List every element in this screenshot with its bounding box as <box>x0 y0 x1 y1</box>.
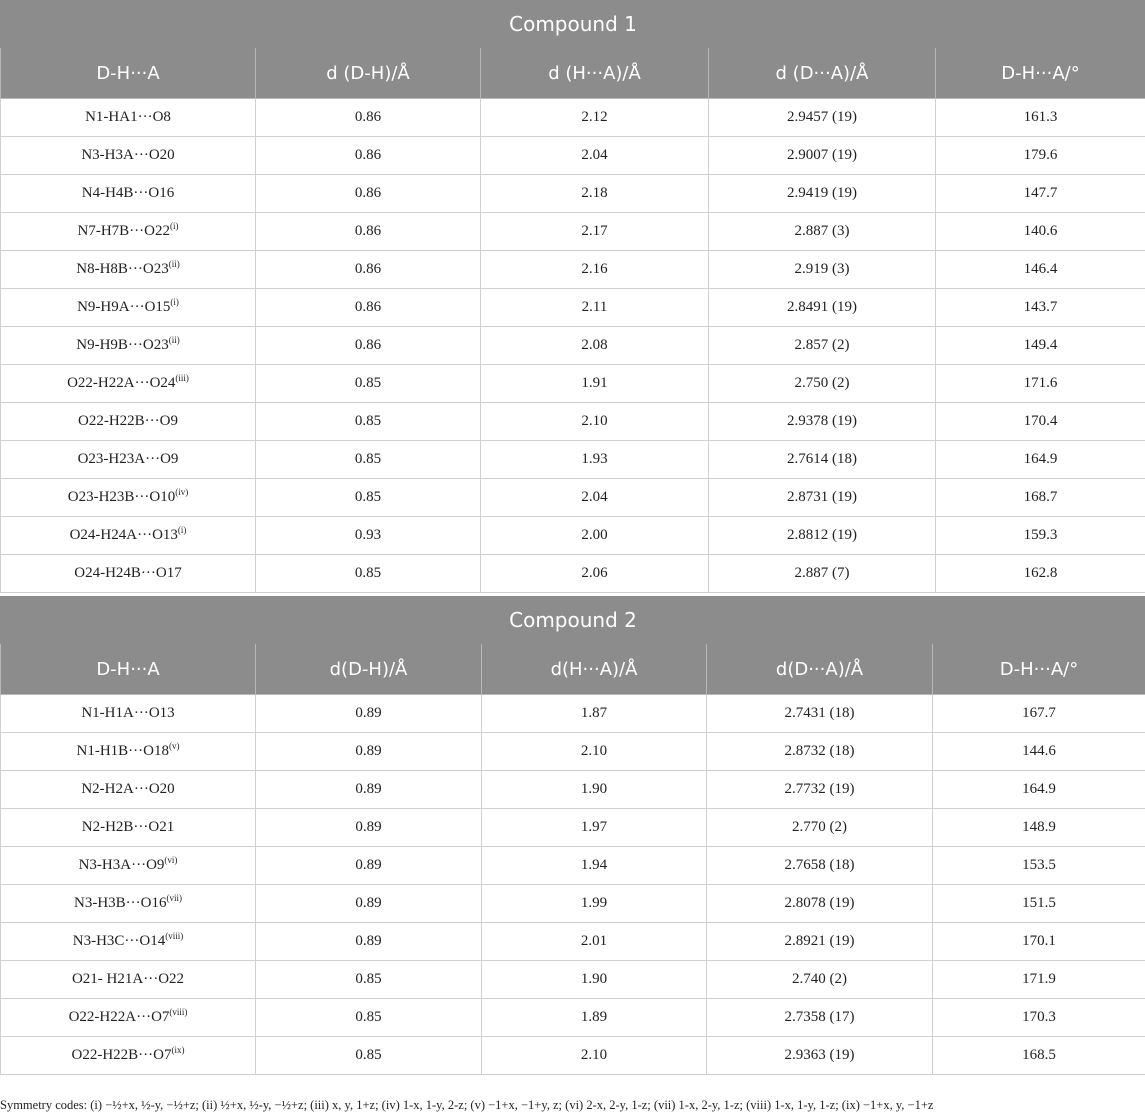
table-row <box>1 809 1145 847</box>
dha-label: N2-H2A···O20 <box>81 781 175 797</box>
da-cell: 2.8732 (18) <box>707 733 933 771</box>
table-row <box>1 251 1145 289</box>
da-cell: 2.887 (3) <box>709 213 936 251</box>
table-row <box>1 327 1145 365</box>
column-header: d(D-H)/Å <box>256 644 482 695</box>
ha-cell: 2.17 <box>481 213 709 251</box>
angle-cell: 164.9 <box>936 441 1145 479</box>
angle-cell: 148.9 <box>933 809 1145 847</box>
dha-cell <box>1 175 256 213</box>
ha-cell: 1.91 <box>481 365 709 403</box>
dha-cell <box>1 289 256 327</box>
da-cell: 2.7614 (18) <box>709 441 936 479</box>
dh-cell: 0.86 <box>256 99 481 137</box>
angle-cell: 151.5 <box>933 885 1145 923</box>
da-cell: 2.8731 (19) <box>709 479 936 517</box>
dha-cell <box>1 555 256 593</box>
da-cell: 2.9378 (19) <box>709 403 936 441</box>
dha-label: N1-H1B···O18 <box>76 743 169 759</box>
dha-cell <box>1 213 256 251</box>
symmetry-code: (viii) <box>165 931 184 941</box>
angle-cell: 153.5 <box>933 847 1145 885</box>
symmetry-codes-footnote: Symmetry codes: (i) −½+x, ½-y, −½+z; (ii) ½+x, ½-y, −½+z; (iii) x, y, 1+z; (iv) 1-x, 1-y, 2-z; (v) −1+x, −1+y, z; (vi) 2-x, 2-y, 1-z; (vii) 1-x, 2-y, 1-z; (viii) 1-x, 1-y, 1-z; (ix) −1+x, y, −1+z <box>0 1098 934 1112</box>
dh-cell: 0.86 <box>256 175 481 213</box>
angle-cell: 143.7 <box>936 289 1145 327</box>
angle-cell: 146.4 <box>936 251 1145 289</box>
dh-cell: 0.86 <box>256 289 481 327</box>
dha-label: O21- H21A···O22 <box>71 971 185 987</box>
dha-label: N3-H3A···O20 <box>81 147 175 163</box>
angle-cell: 164.9 <box>933 771 1145 809</box>
symmetry-code: (i) <box>170 297 179 307</box>
symmetry-code: (i) <box>169 221 179 231</box>
dha-label: O24-H24B···O17 <box>74 565 182 581</box>
dha-cell <box>1 923 256 961</box>
dh-cell: 0.85 <box>256 961 482 999</box>
angle-cell: 171.9 <box>933 961 1145 999</box>
da-cell: 2.7658 (18) <box>707 847 933 885</box>
da-cell: 2.9457 (19) <box>709 99 936 137</box>
table-row <box>1 1037 1145 1075</box>
angle-cell: 159.3 <box>936 517 1145 555</box>
column-header: D-H···A <box>1 48 256 99</box>
da-cell: 2.8491 (19) <box>709 289 936 327</box>
table-row <box>1 517 1145 555</box>
dha-cell <box>1 365 256 403</box>
ha-cell: 2.10 <box>482 1037 707 1075</box>
dha-cell <box>1 771 256 809</box>
dha-cell <box>1 251 256 289</box>
table-row <box>1 441 1145 479</box>
dh-cell: 0.93 <box>256 517 481 555</box>
symmetry-code: (vii) <box>166 893 182 903</box>
da-cell: 2.8812 (19) <box>709 517 936 555</box>
dha-cell <box>1 479 256 517</box>
dh-cell: 0.85 <box>256 479 481 517</box>
symmetry-code: (ii) <box>168 335 180 345</box>
angle-cell: 171.6 <box>936 365 1145 403</box>
dh-cell: 0.85 <box>256 555 481 593</box>
da-cell: 2.8921 (19) <box>707 923 933 961</box>
ha-cell: 2.10 <box>481 403 709 441</box>
dha-cell <box>1 809 256 847</box>
ha-cell: 2.04 <box>481 137 709 175</box>
dha-label: O22-H22B···O9 <box>78 413 178 429</box>
table-row <box>1 733 1145 771</box>
column-header: D-H···A/° <box>936 48 1145 99</box>
angle-cell: 162.8 <box>936 555 1145 593</box>
ha-cell: 2.10 <box>482 733 707 771</box>
dh-cell: 0.89 <box>256 885 482 923</box>
dh-cell: 0.85 <box>256 999 482 1037</box>
compound2-table <box>0 596 1145 1075</box>
dha-label: O23-H23B···O10 <box>67 489 176 505</box>
dha-label: N7-H7B···O22 <box>77 223 170 239</box>
dha-cell <box>1 441 256 479</box>
da-cell: 2.9007 (19) <box>709 137 936 175</box>
table-row <box>1 999 1145 1037</box>
dh-cell: 0.85 <box>256 441 481 479</box>
dha-label: O22-H22A···O7 <box>68 1009 170 1025</box>
dha-label: N2-H2B···O21 <box>81 819 175 835</box>
table-row <box>1 695 1145 733</box>
symmetry-code: (v) <box>168 741 180 751</box>
table-row <box>1 923 1145 961</box>
dha-cell <box>1 327 256 365</box>
dh-cell: 0.89 <box>256 923 482 961</box>
da-cell: 2.9419 (19) <box>709 175 936 213</box>
dha-label: N9-H9B···O23 <box>76 337 169 353</box>
symmetry-code: (i) <box>177 525 187 535</box>
dha-label: N4-H4B···O16 <box>81 185 175 201</box>
dh-cell: 0.86 <box>256 137 481 175</box>
table-row <box>1 885 1145 923</box>
table-row <box>1 555 1145 593</box>
dha-cell <box>1 961 256 999</box>
ha-cell: 2.08 <box>481 327 709 365</box>
da-cell: 2.750 (2) <box>709 365 936 403</box>
symmetry-code: (iv) <box>175 487 189 497</box>
angle-cell: 170.4 <box>936 403 1145 441</box>
ha-cell: 1.97 <box>482 809 707 847</box>
angle-cell: 167.7 <box>933 695 1145 733</box>
symmetry-code: (iii) <box>175 373 189 383</box>
symmetry-code: (vi) <box>164 855 178 865</box>
dha-cell <box>1 403 256 441</box>
dha-label: O23-H23A···O9 <box>77 451 179 467</box>
dh-cell: 0.85 <box>256 1037 482 1075</box>
compound1-title: Compound 1 <box>1 1 1145 48</box>
ha-cell: 1.94 <box>482 847 707 885</box>
table-row <box>1 213 1145 251</box>
da-cell: 2.7431 (18) <box>707 695 933 733</box>
dha-cell <box>1 99 256 137</box>
angle-cell: 144.6 <box>933 733 1145 771</box>
table-row <box>1 479 1145 517</box>
ha-cell: 2.11 <box>481 289 709 327</box>
da-cell: 2.740 (2) <box>707 961 933 999</box>
dha-label: O22-H22B···O7 <box>71 1047 172 1063</box>
dha-cell <box>1 999 256 1037</box>
angle-cell: 168.7 <box>936 479 1145 517</box>
angle-cell: 170.3 <box>933 999 1145 1037</box>
ha-cell: 2.12 <box>481 99 709 137</box>
angle-cell: 140.6 <box>936 213 1145 251</box>
table-row <box>1 365 1145 403</box>
angle-cell: 161.3 <box>936 99 1145 137</box>
dha-label: N1-HA1···O8 <box>85 109 171 125</box>
da-cell: 2.857 (2) <box>709 327 936 365</box>
table-row <box>1 137 1145 175</box>
column-header: D-H···A <box>1 644 256 695</box>
dha-label: N3-H3C···O14 <box>72 933 166 949</box>
dha-cell <box>1 885 256 923</box>
ha-cell: 2.00 <box>481 517 709 555</box>
ha-cell: 1.87 <box>482 695 707 733</box>
da-cell: 2.887 (7) <box>709 555 936 593</box>
dha-label: N1-H1A···O13 <box>81 705 175 721</box>
column-header: d (H···A)/Å <box>481 48 709 99</box>
dha-label: N3-H3A···O9 <box>78 857 165 873</box>
dha-label: O24-H24A···O13 <box>69 527 178 543</box>
dh-cell: 0.86 <box>256 251 481 289</box>
da-cell: 2.7358 (17) <box>707 999 933 1037</box>
ha-cell: 1.90 <box>482 771 707 809</box>
dha-cell <box>1 695 256 733</box>
column-header: D-H···A/° <box>933 644 1145 695</box>
symmetry-code: (ii) <box>168 259 180 269</box>
dh-cell: 0.85 <box>256 365 481 403</box>
dha-cell <box>1 847 256 885</box>
dha-label: N8-H8B···O23 <box>76 261 169 277</box>
dh-cell: 0.86 <box>256 213 481 251</box>
angle-cell: 168.5 <box>933 1037 1145 1075</box>
table-row <box>1 771 1145 809</box>
dha-cell <box>1 137 256 175</box>
column-header: d (D-H)/Å <box>256 48 481 99</box>
symmetry-code: (ix) <box>171 1045 185 1055</box>
da-cell: 2.8078 (19) <box>707 885 933 923</box>
column-header: d(H···A)/Å <box>482 644 707 695</box>
dha-cell <box>1 733 256 771</box>
ha-cell: 2.16 <box>481 251 709 289</box>
da-cell: 2.9363 (19) <box>707 1037 933 1075</box>
dh-cell: 0.89 <box>256 695 482 733</box>
ha-cell: 2.01 <box>482 923 707 961</box>
dha-label: N3-H3B···O16 <box>74 895 167 911</box>
symmetry-code: (viii) <box>169 1007 188 1017</box>
column-header: d (D···A)/Å <box>709 48 936 99</box>
compound2-title: Compound 2 <box>1 597 1145 644</box>
da-cell: 2.7732 (19) <box>707 771 933 809</box>
dha-label: O22-H22A···O24 <box>67 375 176 391</box>
table-row <box>1 403 1145 441</box>
dh-cell: 0.89 <box>256 809 482 847</box>
dha-label: N9-H9A···O15 <box>77 299 171 315</box>
angle-cell: 170.1 <box>933 923 1145 961</box>
ha-cell: 1.90 <box>482 961 707 999</box>
dh-cell: 0.89 <box>256 733 482 771</box>
ha-cell: 2.18 <box>481 175 709 213</box>
table-row <box>1 847 1145 885</box>
table-row <box>1 961 1145 999</box>
column-header: d(D···A)/Å <box>707 644 933 695</box>
ha-cell: 1.93 <box>481 441 709 479</box>
da-cell: 2.919 (3) <box>709 251 936 289</box>
angle-cell: 147.7 <box>936 175 1145 213</box>
da-cell: 2.770 (2) <box>707 809 933 847</box>
ha-cell: 2.06 <box>481 555 709 593</box>
ha-cell: 1.89 <box>482 999 707 1037</box>
ha-cell: 2.04 <box>481 479 709 517</box>
angle-cell: 179.6 <box>936 137 1145 175</box>
dh-cell: 0.85 <box>256 403 481 441</box>
angle-cell: 149.4 <box>936 327 1145 365</box>
table-row <box>1 289 1145 327</box>
table-row <box>1 175 1145 213</box>
dh-cell: 0.86 <box>256 327 481 365</box>
dha-cell <box>1 517 256 555</box>
dha-cell <box>1 1037 256 1075</box>
dh-cell: 0.89 <box>256 771 482 809</box>
ha-cell: 1.99 <box>482 885 707 923</box>
dh-cell: 0.89 <box>256 847 482 885</box>
table-row <box>1 99 1145 137</box>
